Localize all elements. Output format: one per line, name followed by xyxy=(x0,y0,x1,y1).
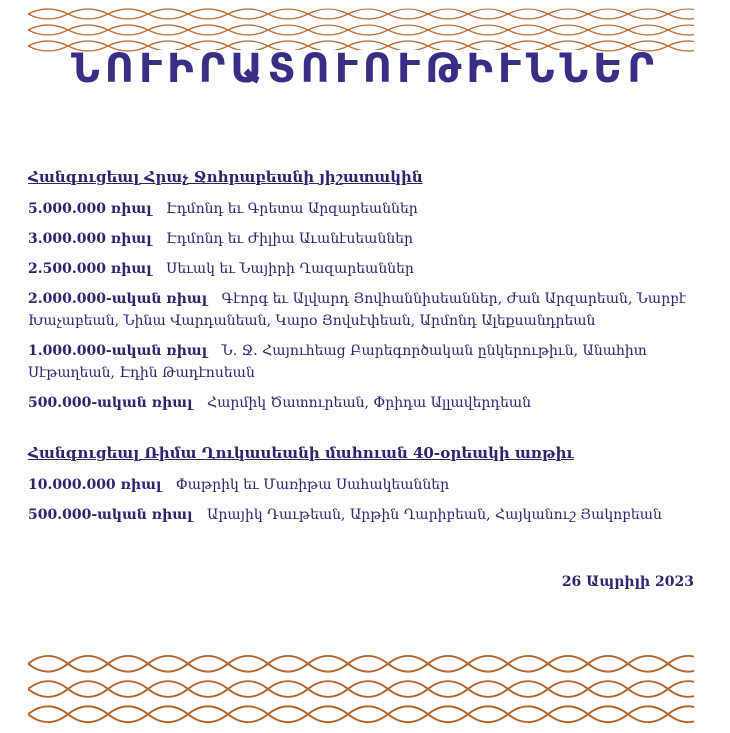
donor-names: Գէորգ եւ Ալվարդ Յովհաննիսեաններ, Ժան Արզարեան, Նարբէ Խաչաբեան, Նինա Վարդանեան, Կարօ Յովսէփեան, Արմոնդ Ալեքսանդրեան xyxy=(28,291,687,329)
donation-amount: 2.000.000-ական ռիալ xyxy=(28,291,208,307)
donor-names: Էդմոնդ եւ Ժիլիա Աւանէսեաններ xyxy=(166,231,414,247)
donation-amount: 1.000.000-ական ռիալ xyxy=(28,343,208,359)
donor-names: Փաթրիկ եւ Մառիթա Սահակեաններ xyxy=(175,477,450,493)
section-memorial-hrach xyxy=(28,166,708,414)
donation-entry xyxy=(28,474,708,496)
donation-amount: 10.000.000 ռիալ xyxy=(28,477,162,493)
section-heading: Հանգուցեալ Ռիմա Ղուկասեանի մահուան 40-օրեակի առթիւ xyxy=(28,444,574,462)
donation-amount: 500.000-ական ռիալ xyxy=(28,395,193,411)
bottom-ornamental-border xyxy=(28,648,694,730)
donation-amount: 500.000-ական ռիալ xyxy=(28,507,193,523)
donations-list xyxy=(28,166,708,534)
donation-entry xyxy=(28,198,708,220)
donation-amount: 2.500.000 ռիալ xyxy=(28,261,152,277)
donation-entry xyxy=(28,340,708,384)
donation-entry xyxy=(28,228,708,250)
donation-entry xyxy=(28,392,708,414)
section-memorial-rima xyxy=(28,442,708,526)
donation-entry xyxy=(28,258,708,280)
donor-names: Հարմիկ Ծատուրեան, Փրիդա Ալլավերդեան xyxy=(207,395,532,411)
donation-entry xyxy=(28,504,708,526)
donor-names: Արայիկ Դաւթեան, Արթին Ղարիբեան, Հայկանուշ Յակոբեան xyxy=(207,507,662,523)
donor-names: Սեւակ եւ Նայիրի Ղազարեաններ xyxy=(166,261,414,277)
publication-date: 26 Ապրիլի 2023 xyxy=(561,574,694,590)
page-title: ՆՈՒԻՐԱՏՈՒՈՒԹԻՒՆՆԵՐ xyxy=(71,46,659,92)
section-heading: Հանգուցեալ Հրաչ Ջոհրաբեանի յիշատակին xyxy=(28,168,423,186)
donation-entry xyxy=(28,288,708,332)
donation-amount: 3.000.000 ռիալ xyxy=(28,231,152,247)
donation-amount: 5.000.000 ռիալ xyxy=(28,201,152,217)
donor-names: Ն. Ջ. Հայուհեաց Բարեգործական ընկերութիւն, Անահիտ Սէթաղեան, Էդին Թադէոսեան xyxy=(28,343,647,381)
donor-names: Էդմոնդ եւ Գրետա Արզարեաններ xyxy=(166,201,418,217)
